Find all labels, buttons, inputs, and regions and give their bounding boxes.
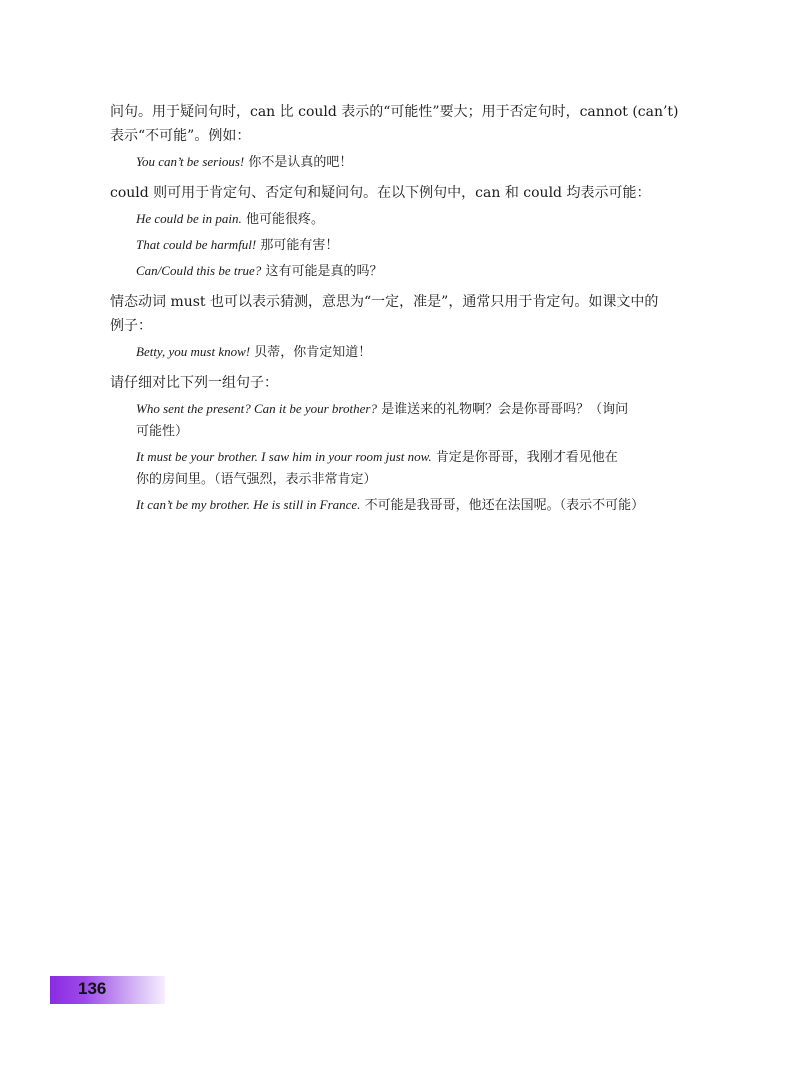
- example-chinese-continued: 你的房间里。（语气强烈，表示非常肯定）: [136, 472, 377, 487]
- intro-line-2: 表示“不可能”。例如：: [110, 128, 251, 144]
- page-content: [110, 100, 690, 520]
- example-chinese-continued: 可能性）: [136, 424, 189, 439]
- intro-paragraph: [110, 100, 690, 148]
- compare-example-2: [136, 446, 690, 491]
- example-chinese: 贝蒂，你肯定知道！: [254, 345, 372, 360]
- could-example-2: [136, 234, 690, 257]
- example-chinese: 他可能很疼。: [245, 212, 324, 227]
- example-english: Who sent the present? Can it be your brother?: [136, 401, 377, 416]
- example-english: Can/Could this be true?: [136, 263, 262, 278]
- could-paragraph: could 则可用于肯定句、否定句和疑问句。在以下例句中，can 和 could 均表示可能：: [110, 185, 651, 201]
- compare-example-1: [136, 398, 690, 443]
- compare-example-3: [136, 494, 690, 517]
- example-english: Betty, you must know!: [136, 344, 251, 359]
- compare-heading: 请仔细对比下列一组句子：: [110, 375, 278, 391]
- example-english: You can’t be serious!: [136, 154, 245, 169]
- example-english: That could be harmful!: [136, 237, 257, 252]
- example-chinese: 肯定是你哥哥，我刚才看见他在: [435, 450, 618, 465]
- could-example-3: [136, 260, 690, 283]
- example-chinese: 是谁送来的礼物啊？会是你哥哥吗？（询问: [381, 402, 629, 417]
- must-line-2: 例子：: [110, 318, 152, 334]
- must-example: [136, 341, 690, 364]
- example-chinese: 这有可能是真的吗？: [265, 264, 383, 279]
- example-chinese: 你不是认真的吧！: [248, 155, 353, 170]
- example-english: It must be your brother. I saw him in your room just now.: [136, 449, 432, 464]
- example-english: It can’t be my brother. He is still in France.: [136, 497, 361, 512]
- must-line-1: 情态动词 must 也可以表示猜测，意思为“一定，准是”，通常只用于肯定句。如课文中的: [110, 294, 659, 310]
- example-chinese: 不可能是我哥哥，他还在法国呢。（表示不可能）: [364, 498, 645, 513]
- intro-line-1: 问句。用于疑问句时，can 比 could 表示的“可能性”要大；用于否定句时，cannot (can’t): [110, 104, 679, 120]
- page-number-bar: [50, 976, 165, 1004]
- could-example-1: [136, 208, 690, 231]
- example-english: He could be in pain.: [136, 211, 242, 226]
- page-number: 136: [78, 979, 107, 998]
- must-paragraph: [110, 290, 690, 338]
- example-chinese: 那可能有害！: [260, 238, 339, 253]
- example-sentence: [136, 151, 690, 174]
